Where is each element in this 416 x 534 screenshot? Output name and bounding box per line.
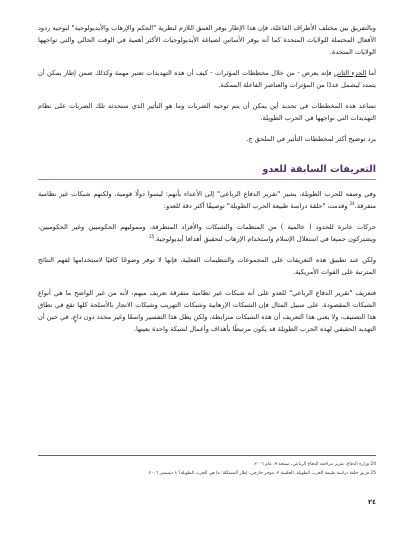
section-heading: التعريفات السابقة للعدو: [38, 163, 376, 180]
paragraph-2: [38, 67, 376, 91]
section-paragraph-1: [38, 188, 376, 212]
footnote-ref-25[interactable]: 25: [149, 233, 155, 239]
page-content: [38, 22, 376, 344]
paragraph-1: وبالتفريق بين مختلف الأطراف الفاعلة، فإن هذا الإطار يوفر العمق اللازم لنظرية "الحكم والإرهاب والأيديولوجية" لتوجيه ردود الأفعال المحتملة للولايات المتحدة كما أنه يوفر الأساس لصياغة الأيديولوجيات الأكثر أهمية في الوقت الحالي والتي تواجهها الولايات المتحدة.: [38, 24, 376, 56]
section-paragraph-2-text: حركات عابرة للحدود ( عالمية ) من المنظمات والشبكات والأفراد المتطرفة، ومموليهم الحكوميين وغير الحكوميين، ويشتركون جميعا في استغلال الإسلام واستخدام الإرهاب لتحقيق أهدافا أيديولوجية.: [38, 223, 376, 243]
section-paragraph-1-end: وقدمت "حلقة دراسة طبيعة الحرب الطويلة" توصيفًا أكثر دقة للعدو:: [163, 202, 350, 210]
footnote-ref-24[interactable]: 24: [349, 200, 355, 206]
footnote-25: 25 فريق حلقة دراسة طبيعة الحرب الطويلة، الجلسة ٣، موجز خارجي، إطار المشكلة: ما هي الحرب الطويلة؟ ٨ ديسمبر ٢٠٠٦.: [147, 471, 376, 476]
paragraph-2-intro: أما: [366, 69, 376, 77]
part-two-link: الجزء الثاني: [333, 69, 367, 77]
page-number: ٢٤: [367, 498, 376, 506]
section-paragraph-2: [38, 221, 376, 245]
section-paragraph-4: فتعريف "تقرير الدفاع الرباعي" للعدو على أنه شبكات غير نظامية متفرقة تعريف مبهم، لأنه من غير الواضح ما هي أنواع الشبكات المقصودة. على سبيل المثال فإن الشبكات الإرهابية وشبكات التهريب وشبكات الاتجار بالأسلحة كلها تقع في نطاق هذا التصنيف، ولا يعني هذا التعريف أن هذه الشبكات مترابطة، ولكن يظل هذا التفسير واسعًا وغير محدد دون داعٍ، في حين أن التهديد الحقيقي لهذه الحرب الطويلة قد يكون مرتبطًا بأهداف وأعمال لشبكة واحدة بعينها.: [38, 289, 376, 333]
paragraph-3: تساعد هذه المخططات في تحديد أين يمكن أن يتم توجيه الضربات وما هو التأثير الذي ستحدثه تلك الضربات على نظام التهديدات التي نواجهها في الحرب الطويلة.: [38, 102, 376, 122]
paragraph-2-rest: فإنه يعرض - من خلال مخططات المؤثرات - كيف أن هذه التهديدات تعتبر مهمة وكذلك ضمن إطار يمكن أن يتمدد ليشمل عددًا من المؤثرات والعناصر الفاعلة الممكنة.: [38, 69, 376, 89]
footnotes: [38, 455, 376, 478]
footnote-24: 24 وزارة الدفاع، تقرير مراجعة الدفاع الرباعي، صفحة ٩، عام ٢٠٠٦.: [252, 462, 376, 467]
paragraph-4: يرد توضيح أكثر لمخططات التأثير في الملحق ج.: [246, 135, 376, 143]
section-paragraph-3: ولكن عند تطبيق هذه التعريفات على المجموعات والتنظيمات الفعلية، فإنها لا توفر وضوحًا كافيًا لاستخدامها لفهم النتائج المترتبة على القوات الأمريكية.: [38, 256, 376, 276]
section-paragraph-1-start: وفي وصفه للحرب الطويلة، يشير "تقرير الدفاع الرباعي" إلى الأعداء بأنهم: ليسوا دولًا قومية، ولكنهم شبكات غير نظامية متفرقة.: [38, 190, 376, 210]
